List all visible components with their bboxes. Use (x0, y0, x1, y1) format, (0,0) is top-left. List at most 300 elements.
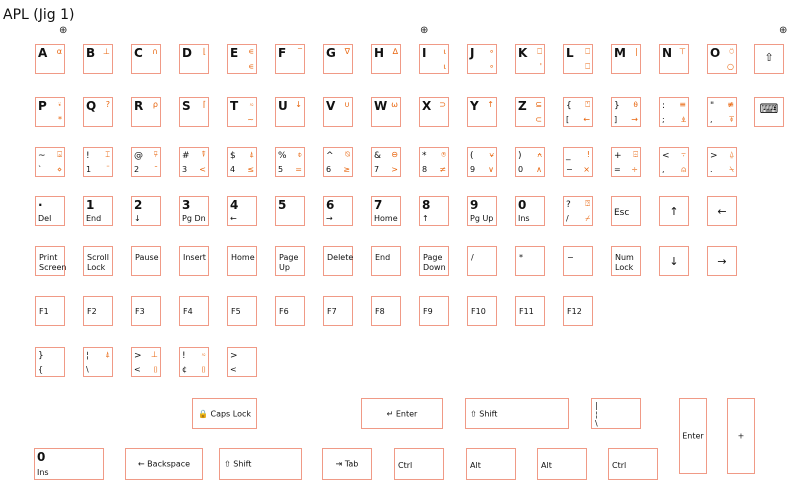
key-main-label: G (326, 46, 336, 60)
key-glyph-tl: # (182, 151, 190, 161)
key-f1[interactable] (35, 296, 65, 326)
key-glyph-br: ⍕ (729, 115, 734, 124)
registration-mark-icon: ⊕ (420, 25, 429, 36)
key-row5-14[interactable] (707, 246, 737, 276)
key-row2-4[interactable] (227, 97, 257, 127)
key-row3-8[interactable] (419, 147, 449, 177)
key-f10[interactable] (467, 296, 497, 326)
key-apl-glyph-2: ⊂ (535, 115, 542, 124)
key-glyph-tl: } (614, 101, 620, 111)
key-glyph-tr: ⊖ (391, 150, 398, 159)
key-row2-2[interactable] (131, 97, 161, 127)
shift-label: ⇧ Shift (470, 409, 498, 418)
key-label: Scroll Lock (87, 253, 109, 272)
key-apl-glyph: ⎕ (585, 47, 590, 56)
key-row3-5[interactable] (275, 147, 305, 177)
key-f3[interactable] (131, 296, 161, 326)
function-key-label: F12 (567, 307, 582, 316)
key-row4-10[interactable] (515, 196, 545, 226)
key-row4-12[interactable] (611, 196, 641, 226)
alt-key-right[interactable] (537, 448, 587, 480)
arrow-icon: → (717, 255, 727, 268)
key-row3-13[interactable] (659, 147, 689, 177)
key-apl-glyph: ⊃ (439, 100, 446, 109)
key-row5-13[interactable] (659, 246, 689, 276)
numpad-enter-label: Enter (682, 431, 704, 441)
tab-text: Tab (344, 459, 359, 469)
key-main-label: C (134, 46, 143, 60)
key-main-label: R (134, 99, 144, 113)
key-apl-glyph-2: ∊ (248, 62, 254, 71)
key-apl-glyph: ⍨ (249, 100, 254, 109)
registration-mark-icon: ⊕ (59, 25, 68, 36)
key-a[interactable] (35, 44, 65, 74)
key-glyph-tl: > (230, 351, 238, 361)
key-row4-2[interactable] (131, 196, 161, 226)
key-apl-glyph: ⍳ (443, 47, 446, 56)
function-key-label: F9 (423, 307, 433, 316)
key-glyph-br: × (583, 165, 590, 174)
key-row7-1[interactable] (83, 347, 113, 377)
key-glyph-tr: ⍬ (633, 100, 638, 109)
key-f9[interactable] (419, 296, 449, 326)
key-main-label: 8 (422, 198, 431, 212)
function-key-label: F2 (87, 307, 97, 316)
backspace-key[interactable] (125, 448, 203, 480)
key-main-label: Q (86, 99, 97, 113)
key-row5-4[interactable] (227, 246, 257, 276)
key-main-label: D (182, 46, 192, 60)
key-o[interactable] (707, 44, 737, 74)
key-row2-6[interactable] (323, 97, 353, 127)
backslash-top: | (595, 401, 598, 410)
tab-key[interactable] (322, 448, 372, 480)
key-e[interactable] (227, 44, 257, 74)
key-row5-7[interactable] (371, 246, 401, 276)
key-row7-4[interactable] (227, 347, 257, 377)
key-glyph-tr: ⍫ (153, 150, 158, 159)
key-row5-12[interactable] (611, 246, 641, 276)
key-m[interactable] (611, 44, 641, 74)
key-row3-14[interactable] (707, 147, 737, 177)
key-i[interactable] (419, 44, 449, 74)
key-glyph-bl: 8 (422, 165, 428, 174)
key-sub-label: Home (374, 214, 398, 223)
key-apl-glyph: ⌊ (202, 47, 206, 56)
arrow-icon: ← (717, 205, 727, 218)
function-key-label: F10 (471, 307, 486, 316)
key-main-label: U (278, 99, 288, 113)
enter-key[interactable] (361, 398, 443, 429)
key-row3-4[interactable] (227, 147, 257, 177)
key-apl-glyph: ⊤ (679, 47, 686, 56)
key-glyph-tl: @ (134, 151, 143, 161)
key-main-label: F (278, 46, 287, 60)
key-label: − (567, 253, 574, 262)
key-row2-13[interactable] (659, 97, 689, 127)
alt-left-label: Alt (470, 461, 481, 470)
key-main-label: W (374, 99, 388, 113)
key-row4-4[interactable] (227, 196, 257, 226)
key-f7[interactable] (323, 296, 353, 326)
shift-left-text: Shift (233, 459, 252, 469)
key-f12[interactable] (563, 296, 593, 326)
key-row3-11[interactable] (563, 147, 593, 177)
key-glyph-tl: } (38, 351, 44, 361)
key-row2-12[interactable] (611, 97, 641, 127)
key-glyph-bl: < (134, 365, 141, 374)
key-main-label: ? (566, 200, 571, 210)
key-apl-glyph: ∆ (392, 47, 398, 56)
key-glyph-bl: 1 (86, 165, 92, 174)
key-apl-glyph: ⍵ (391, 100, 398, 109)
key-apl-glyph: ∪ (344, 100, 350, 109)
key-main-label: 0 (518, 198, 527, 212)
key-l[interactable] (563, 44, 593, 74)
key-h[interactable] (371, 44, 401, 74)
key-row3-7[interactable] (371, 147, 401, 177)
key-row7-3[interactable] (179, 347, 209, 377)
key-row7-2[interactable] (131, 347, 161, 377)
key-b[interactable] (83, 44, 113, 74)
key-j[interactable] (467, 44, 497, 74)
key-glyph-br: ⋄ (56, 165, 62, 174)
key-apl-glyph-2: * (58, 115, 62, 124)
key-apl-glyph: ∘ (488, 47, 494, 56)
key-glyph-br: ÷ (631, 165, 638, 174)
key-glyph-bl: 2 (134, 165, 140, 174)
arrow-icon: ↑ (669, 205, 679, 218)
key-row4-1[interactable] (83, 196, 113, 226)
key-glyph-br: ≥ (343, 165, 350, 174)
key-row3-12[interactable] (611, 147, 641, 177)
key-glyph-br: ⌷ (201, 365, 206, 374)
key-row4-14[interactable] (707, 196, 737, 226)
key-row4-9[interactable] (467, 196, 497, 226)
key-glyph-br: ← (583, 115, 590, 124)
key-apl-glyph-2: ⌿ (585, 214, 590, 223)
key-row2-9[interactable] (467, 97, 497, 127)
key-row5-8[interactable] (419, 246, 449, 276)
numpad-plus-key[interactable] (727, 398, 755, 474)
key-row4-6[interactable] (323, 196, 353, 226)
key-glyph-br: ⌷ (153, 365, 158, 374)
key-glyph-bl: < (230, 365, 237, 374)
key-glyph-bl: ; (662, 115, 665, 124)
key-apl-glyph: ? (105, 100, 110, 109)
function-key-label: F3 (135, 307, 145, 316)
key-row2-7[interactable] (371, 97, 401, 127)
keyboard-settings-key[interactable] (754, 97, 784, 127)
key-row3-3[interactable] (179, 147, 209, 177)
key-apl-glyph: ⊆ (535, 100, 542, 109)
key-row4-7[interactable] (371, 196, 401, 226)
key-main-label: 7 (374, 198, 383, 212)
page-title: APL (Jig 1) (3, 7, 75, 23)
key-glyph-tr: ⍒ (201, 150, 206, 159)
key-sub-label: ↑ (422, 214, 429, 223)
backslash-bot: \ (595, 419, 598, 428)
key-glyph-bl: = (614, 165, 621, 174)
key-f[interactable] (275, 44, 305, 74)
key-glyph-bl: − (566, 165, 573, 174)
key-row4-3[interactable] (179, 196, 209, 226)
key-glyph-tl: * (422, 151, 427, 161)
key-label: Delete (327, 253, 354, 262)
key-glyph-tl: { (566, 101, 572, 111)
key-apl-glyph-2: ⍳ (443, 62, 446, 71)
key-sub-label: → (326, 214, 333, 223)
key-apl-glyph: ⌈ (202, 100, 206, 109)
key-row5-1[interactable] (83, 246, 113, 276)
ctrl-left-label: Ctrl (398, 461, 413, 470)
key-sub-label: ← (230, 214, 237, 223)
key-glyph-br: = (295, 165, 302, 174)
key-apl-glyph-2: ○ (727, 62, 734, 71)
ins-label: Ins (37, 468, 49, 477)
key-glyph-br: ¨ (106, 165, 110, 174)
key-main-label: · (38, 198, 43, 212)
key-row2-11[interactable] (563, 97, 593, 127)
function-key-label: F5 (231, 307, 241, 316)
key-glyph-tr: ⊥ (151, 350, 158, 359)
caps-lock-key[interactable] (192, 398, 257, 429)
key-main-label: X (422, 99, 432, 113)
function-key-label: F8 (375, 307, 385, 316)
key-main-label: A (38, 46, 48, 60)
key-sub-label: Ins (518, 214, 530, 223)
key-row2-5[interactable] (275, 97, 305, 127)
key-apl-glyph: ∊ (248, 47, 254, 56)
key-main-label: J (470, 46, 475, 60)
key-row5-6[interactable] (323, 246, 353, 276)
key-f5[interactable] (227, 296, 257, 326)
key-glyph-tr: ⍋ (105, 350, 110, 359)
key-glyph-bl: 9 (470, 165, 476, 174)
key-glyph-tl: < (662, 151, 670, 161)
key-glyph-tl: : (662, 101, 666, 111)
key-row7-0[interactable] (35, 347, 65, 377)
key-glyph-br: ⍎ (681, 115, 686, 124)
key-glyph-br: ≠ (439, 165, 446, 174)
key-glyph-tl: ¦ (86, 351, 90, 361)
key-sub-label: Pg Dn (182, 214, 206, 223)
key-main-label: H (374, 46, 385, 60)
ctrl-right-label: Ctrl (612, 461, 627, 470)
key-glyph-tr: ⍪ (681, 150, 686, 159)
key-f2[interactable] (83, 296, 113, 326)
function-key-label: F1 (39, 307, 49, 316)
key-apl-glyph: ↑ (487, 100, 494, 109)
key-apl-glyph: ‾ (298, 47, 302, 56)
key-glyph-bl: ] (614, 115, 618, 124)
key-sub-label: End (86, 214, 102, 223)
key-glyph-br: < (199, 165, 206, 174)
key-row3-10[interactable] (515, 147, 545, 177)
shift-left-label: ⇧ Shift (224, 459, 252, 469)
key-row2-1[interactable] (83, 97, 113, 127)
key-row5-11[interactable] (563, 246, 593, 276)
key-c[interactable] (131, 44, 161, 74)
key-d[interactable] (179, 44, 209, 74)
caps-lock-label: 🔒 Caps Lock (197, 409, 252, 418)
key-label: * (519, 253, 523, 262)
key-main-label: B (86, 46, 96, 60)
keyboard-icon: ⌨ (759, 102, 779, 117)
key-glyph-tl: ( (470, 151, 474, 161)
key-row4-8[interactable] (419, 196, 449, 226)
key-apl-glyph-2: ~ (247, 115, 254, 124)
backslash-key[interactable] (591, 398, 641, 429)
key-row4-13[interactable] (659, 196, 689, 226)
key-glyph-tr: ⌹ (633, 150, 638, 159)
key-main-label: Z (518, 99, 527, 113)
key-glyph-tl: ^ (326, 151, 334, 161)
key-apl-glyph: ⎕ (537, 47, 542, 56)
key-row3-9[interactable] (467, 147, 497, 177)
key-main-label: K (518, 46, 528, 60)
key-n[interactable] (659, 44, 689, 74)
key-glyph-bl: 7 (374, 165, 380, 174)
key-f8[interactable] (371, 296, 401, 326)
arrow-icon: ↓ (669, 255, 679, 268)
key-sub-label: Del (38, 214, 52, 223)
key-row5-5[interactable] (275, 246, 305, 276)
key-row3-6[interactable] (323, 147, 353, 177)
tab-label: ⇥ Tab (335, 459, 359, 469)
key-main-label: T (230, 99, 239, 113)
key-row3-2[interactable] (131, 147, 161, 177)
shift-key[interactable] (754, 44, 784, 74)
key-g[interactable] (323, 44, 353, 74)
key-row3-0[interactable] (35, 147, 65, 177)
key-glyph-tl: > (134, 351, 142, 361)
key-glyph-tr: ⌽ (297, 150, 302, 159)
key-main-label: 1 (86, 198, 95, 212)
key-k[interactable] (515, 44, 545, 74)
key-main-label: 2 (134, 198, 143, 212)
alt-key-left[interactable] (466, 448, 516, 480)
caps-lock-text: Caps Lock (210, 409, 252, 418)
enter-text: Enter (395, 409, 418, 418)
key-main-label: P (38, 99, 47, 113)
key-glyph-bl: , (662, 165, 665, 174)
key-glyph-tr: ⍱ (489, 150, 494, 159)
shift-icon: ⇧ (764, 51, 774, 64)
key-glyph-tl: + (614, 151, 622, 161)
key-row4-0[interactable] (35, 196, 65, 226)
key-main-label: Y (470, 99, 479, 113)
key-glyph-bl: 4 (230, 165, 236, 174)
key-f11[interactable] (515, 296, 545, 326)
key-apl-glyph: ⍥ (729, 47, 734, 56)
shift-key-left[interactable] (219, 448, 302, 480)
key-apl-glyph: ↓ (295, 100, 302, 109)
key-row2-14[interactable] (707, 97, 737, 127)
key-main-label: 6 (326, 198, 335, 212)
key-glyph-br: > (391, 165, 398, 174)
key-label: End (375, 253, 391, 262)
backspace-label: ← Backspace (137, 459, 191, 469)
key-glyph-tr: ⍟ (441, 150, 446, 159)
key-glyph-tr: ⌶ (105, 150, 110, 159)
enter-label: ↵ Enter (386, 409, 418, 418)
key-main-label: L (566, 46, 574, 60)
key-row4-11[interactable] (563, 196, 593, 226)
key-label: Insert (183, 253, 206, 262)
key-row5-10[interactable] (515, 246, 545, 276)
key-row2-10[interactable] (515, 97, 545, 127)
key-f6[interactable] (275, 296, 305, 326)
key-glyph-bl: 0 (518, 165, 524, 174)
key-row5-9[interactable] (467, 246, 497, 276)
key-row5-3[interactable] (179, 246, 209, 276)
key-glyph-br: ⍀ (729, 165, 734, 174)
registration-mark-icon: ⊕ (779, 25, 788, 36)
function-key-label: F11 (519, 307, 534, 316)
backspace-text: Backspace (147, 459, 191, 469)
key-row2-0[interactable] (35, 97, 65, 127)
key-apl-glyph: ⍣ (57, 100, 62, 109)
key-row4-5[interactable] (275, 196, 305, 226)
key-sub-label: / (566, 214, 569, 223)
key-glyph-bl: ` (38, 165, 42, 174)
numpad-enter-key[interactable] (679, 398, 707, 474)
key-glyph-tr: ⍉ (345, 150, 350, 159)
key-glyph-bl: ¢ (182, 365, 188, 374)
key-glyph-tr: ⍞ (585, 100, 590, 109)
key-row2-8[interactable] (419, 97, 449, 127)
key-label: Home (231, 253, 255, 262)
key-glyph-tr: ⌺ (57, 150, 62, 159)
key-main-label: N (662, 46, 673, 60)
key-apl-glyph: ∇ (344, 47, 350, 56)
ctrl-key-right[interactable] (608, 448, 658, 480)
key-f4[interactable] (179, 296, 209, 326)
key-glyph-bl: . (710, 165, 713, 174)
key-main-label: V (326, 99, 336, 113)
key-label: Print Screen (39, 253, 67, 272)
shift-key-right[interactable] (465, 398, 569, 429)
key-main-label: M (614, 46, 626, 60)
key-glyph-tl: _ (566, 151, 571, 161)
key-row5-2[interactable] (131, 246, 161, 276)
key-label: Pause (135, 253, 159, 262)
numpad-ins-key[interactable] (34, 448, 104, 480)
key-glyph-tl: ! (182, 351, 186, 361)
backslash-mid: ¦ (595, 410, 598, 419)
key-row2-3[interactable] (179, 97, 209, 127)
key-main-label: O (710, 46, 721, 60)
key-glyph-br: ¯ (154, 165, 158, 174)
key-glyph-br: ∧ (536, 165, 542, 174)
key-row3-1[interactable] (83, 147, 113, 177)
key-glyph-br: ∨ (488, 165, 494, 174)
key-main-label: S (182, 99, 191, 113)
key-glyph-br: ⍝ (681, 165, 686, 174)
key-glyph-bl: [ (566, 115, 570, 124)
key-glyph-tl: $ (230, 151, 236, 161)
key-glyph-bl: 6 (326, 165, 332, 174)
key-main-label: Esc (614, 208, 630, 218)
ins-number: 0 (37, 450, 46, 464)
alt-right-label: Alt (541, 461, 552, 470)
ctrl-key-left[interactable] (394, 448, 444, 480)
key-glyph-tl: " (710, 101, 715, 111)
key-glyph-tl: ! (86, 151, 90, 161)
key-row5-0[interactable] (35, 246, 65, 276)
key-glyph-tr: ≡ (679, 100, 686, 109)
